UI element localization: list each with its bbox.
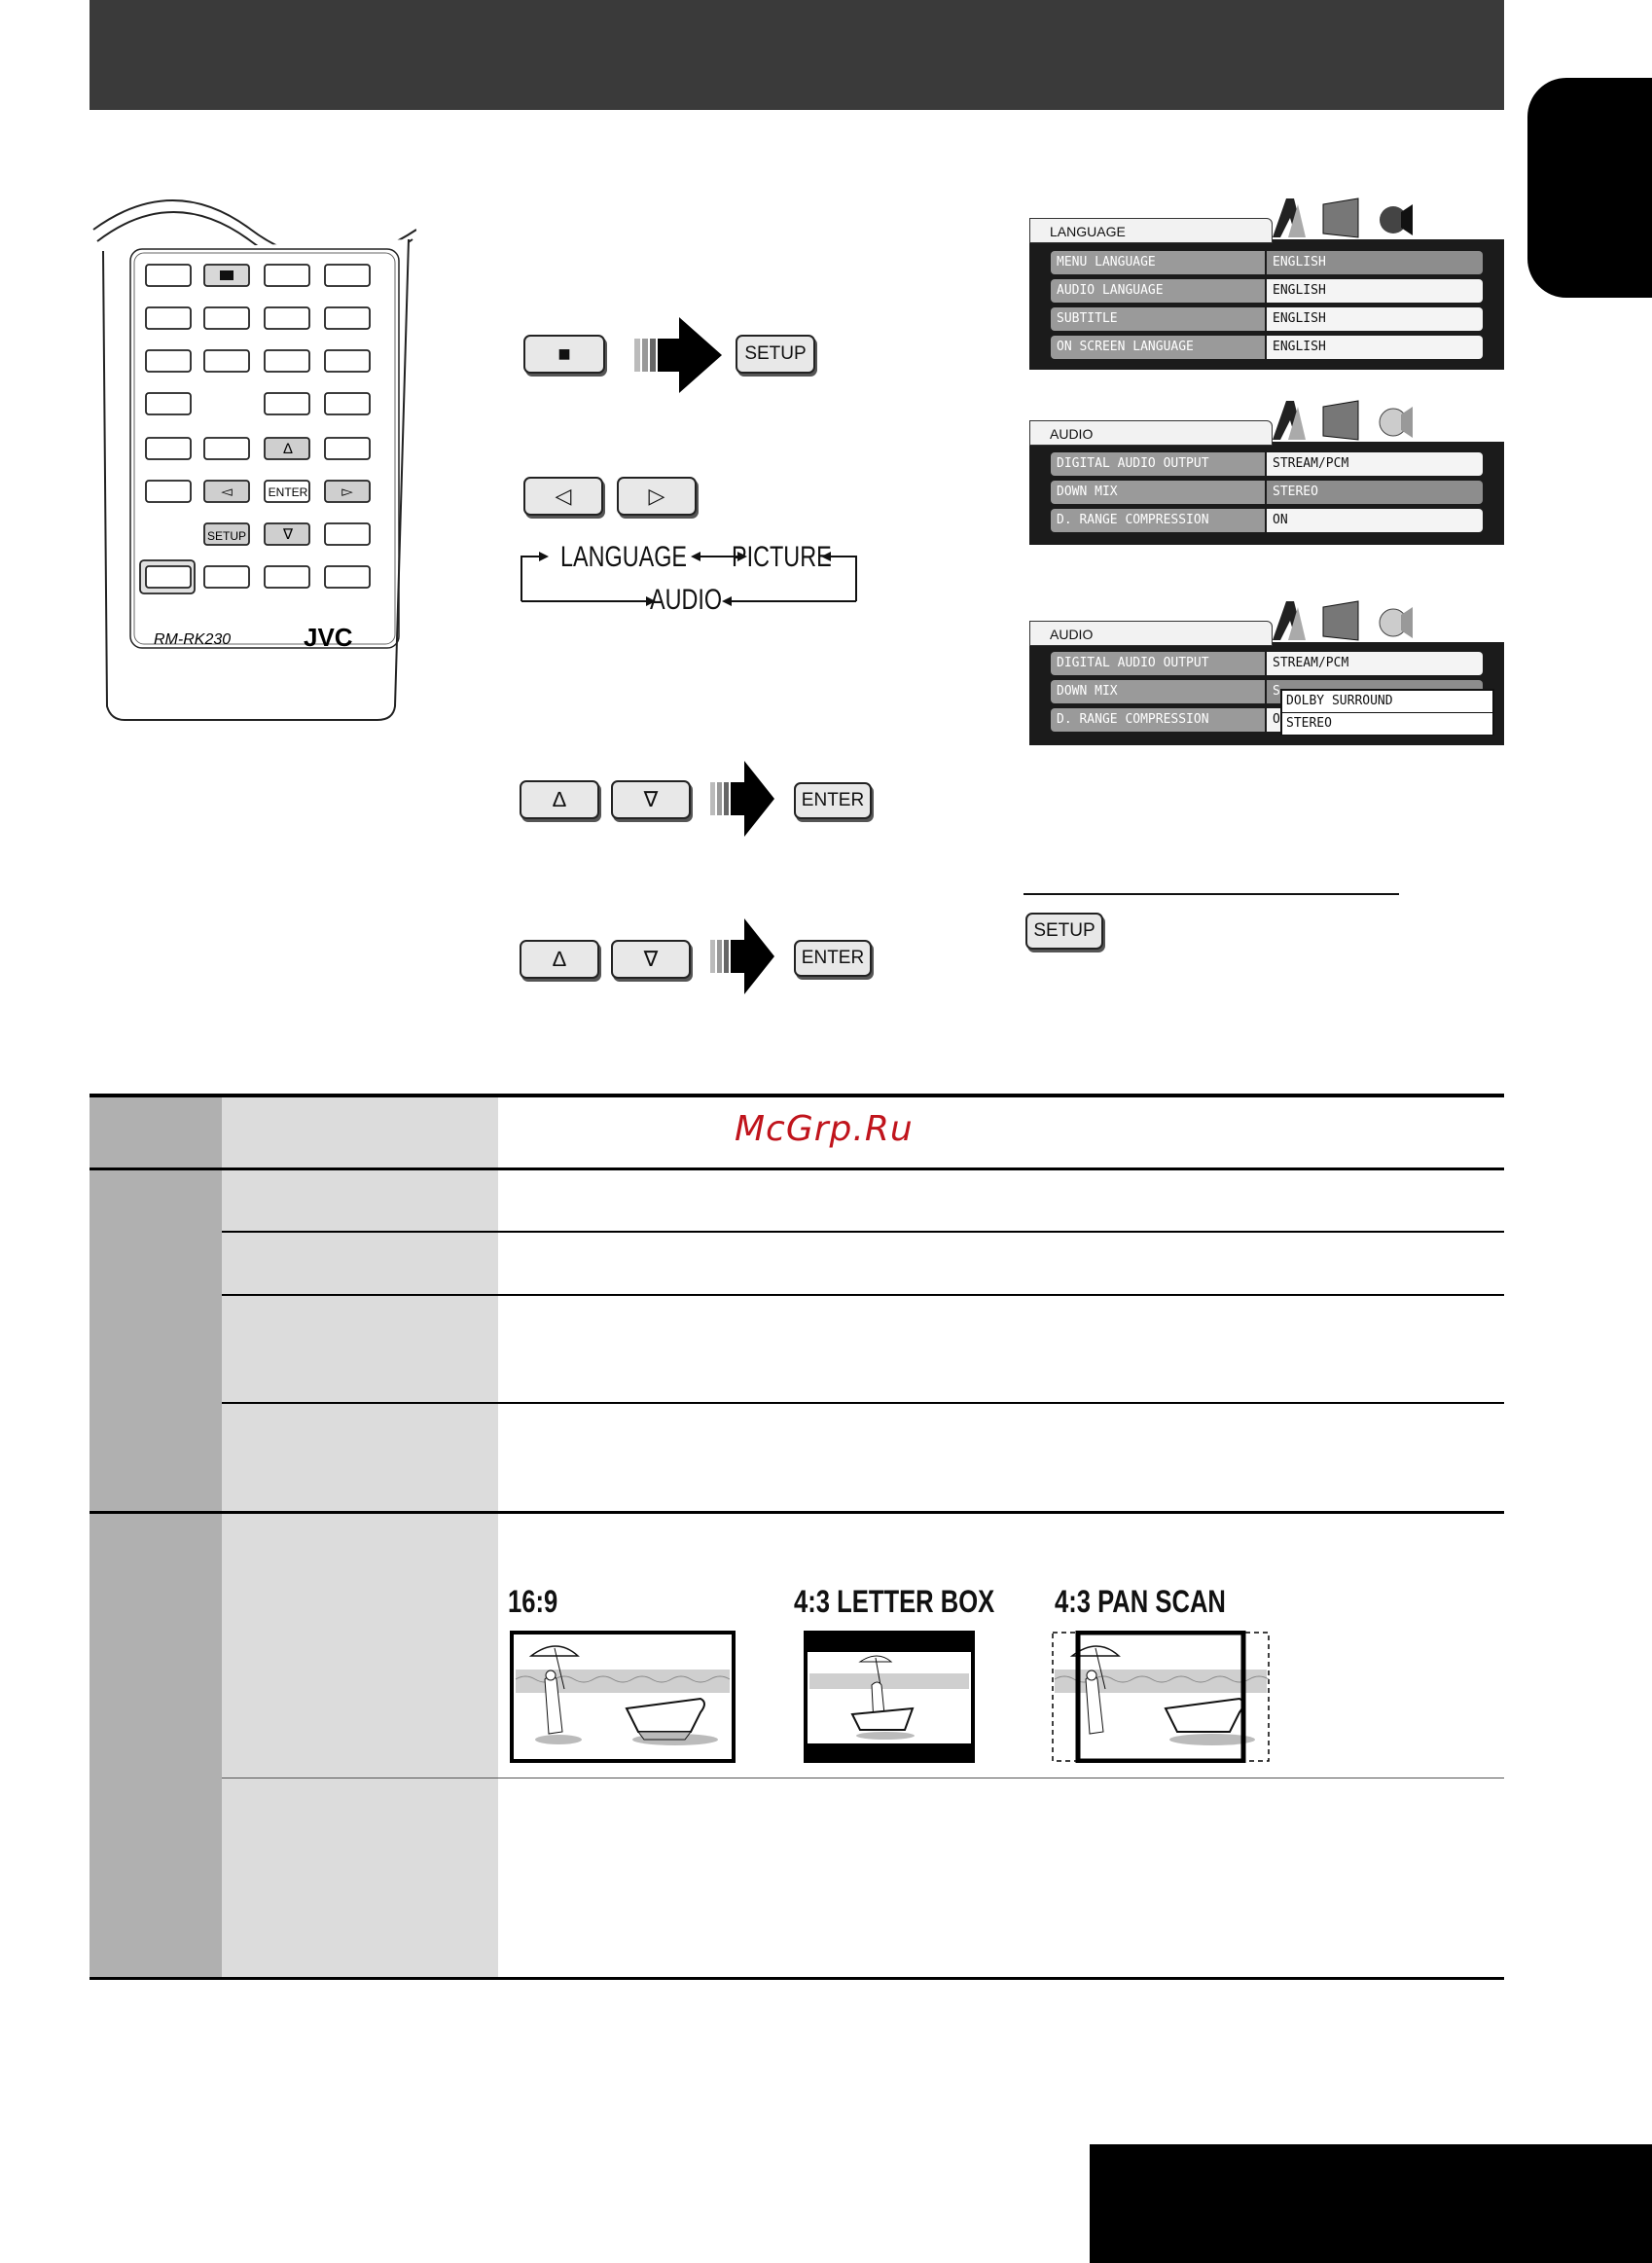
pan-scan-illustration [1051, 1631, 1271, 1763]
up-button[interactable]: ∆ [520, 780, 599, 819]
widescreen-illustration [510, 1631, 736, 1763]
row-rule [222, 1231, 1504, 1233]
osd-row[interactable]: MENU LANGUAGE ENGLISH [1051, 251, 1483, 274]
remote-control-illustration [86, 191, 416, 726]
osd-title: AUDIO [1029, 621, 1273, 646]
menu-category-icons [1265, 195, 1420, 241]
menu-category-icons [1265, 597, 1420, 644]
divider [1024, 893, 1399, 895]
flow-picture-label: PICTURE [732, 541, 832, 573]
stop-button[interactable]: ■ [523, 335, 605, 374]
svg-text:JVC: JVC [304, 623, 353, 652]
table-header-col2 [222, 1097, 498, 1167]
down-mix-options-popup [1280, 689, 1494, 736]
svg-text:SETUP: SETUP [206, 529, 247, 543]
osd-row[interactable]: ON SCREEN LANGUAGE ENGLISH [1051, 336, 1483, 359]
mode-label-16-9: 16:9 [508, 1584, 558, 1619]
row-rule [222, 1294, 1504, 1296]
left-button[interactable]: ◁ [523, 477, 603, 516]
osd-title: LANGUAGE [1029, 218, 1273, 243]
right-button[interactable]: ▷ [617, 477, 697, 516]
arrow-right-icon [634, 317, 722, 393]
osd-row[interactable]: DIGITAL AUDIO OUTPUT STREAM/PCM [1051, 452, 1483, 476]
svg-text:∆: ∆ [283, 441, 293, 457]
enter-button[interactable]: ENTER [794, 782, 872, 819]
osd-row[interactable]: D. RANGE COMPRESSION ON [1051, 509, 1483, 532]
menu-category-icons [1265, 397, 1420, 444]
setup-button[interactable]: SETUP [1025, 913, 1103, 950]
watermark: McGrp.Ru [735, 1109, 914, 1149]
picture-section-col1 [90, 1514, 222, 1979]
language-section-col2 [222, 1170, 498, 1511]
osd-row[interactable]: DOWN MIX STEREO [1051, 481, 1483, 504]
language-side-tab [1527, 78, 1652, 298]
table-bottom-rule [90, 1977, 1504, 1980]
osd-row[interactable]: AUDIO LANGUAGE ENGLISH [1051, 279, 1483, 303]
setup-button[interactable]: SETUP [736, 335, 815, 374]
option-item[interactable]: DOLBY SURROUND [1282, 691, 1492, 712]
down-button[interactable]: ∇ [611, 940, 691, 979]
mode-label-pan-scan: 4:3 PAN SCAN [1055, 1584, 1226, 1619]
svg-text:RM-RK230: RM-RK230 [154, 631, 232, 648]
up-button[interactable]: ∆ [520, 940, 599, 979]
option-item[interactable]: STEREO [1282, 712, 1492, 735]
row-rule [222, 1402, 1504, 1404]
letterbox-illustration [804, 1631, 975, 1763]
down-button[interactable]: ∇ [611, 780, 691, 819]
table-header-col1 [90, 1097, 222, 1167]
flow-audio-label: AUDIO [650, 584, 723, 616]
svg-text:▻: ▻ [341, 484, 353, 500]
svg-text:ENTER: ENTER [268, 485, 308, 499]
osd-row[interactable]: DOWN MIX S [1051, 680, 1483, 703]
picture-section-col2 [222, 1514, 498, 1979]
mode-label-letter-box: 4:3 LETTER BOX [794, 1584, 995, 1619]
language-section-col1 [90, 1170, 222, 1511]
header-bar [90, 0, 1504, 110]
osd-row[interactable]: D. RANGE COMPRESSION O [1051, 708, 1483, 732]
osd-row[interactable]: SUBTITLE ENGLISH [1051, 307, 1483, 331]
osd-title: AUDIO [1029, 420, 1273, 446]
enter-button[interactable]: ENTER [794, 940, 872, 977]
page-number-box [1090, 2144, 1652, 2263]
arrow-right-icon [710, 918, 774, 994]
svg-text:◅: ◅ [221, 484, 233, 500]
arrow-right-icon [710, 761, 774, 837]
osd-row[interactable]: DIGITAL AUDIO OUTPUT STREAM/PCM [1051, 652, 1483, 675]
flow-language-label: LANGUAGE [560, 541, 688, 573]
svg-text:∇: ∇ [282, 526, 294, 543]
